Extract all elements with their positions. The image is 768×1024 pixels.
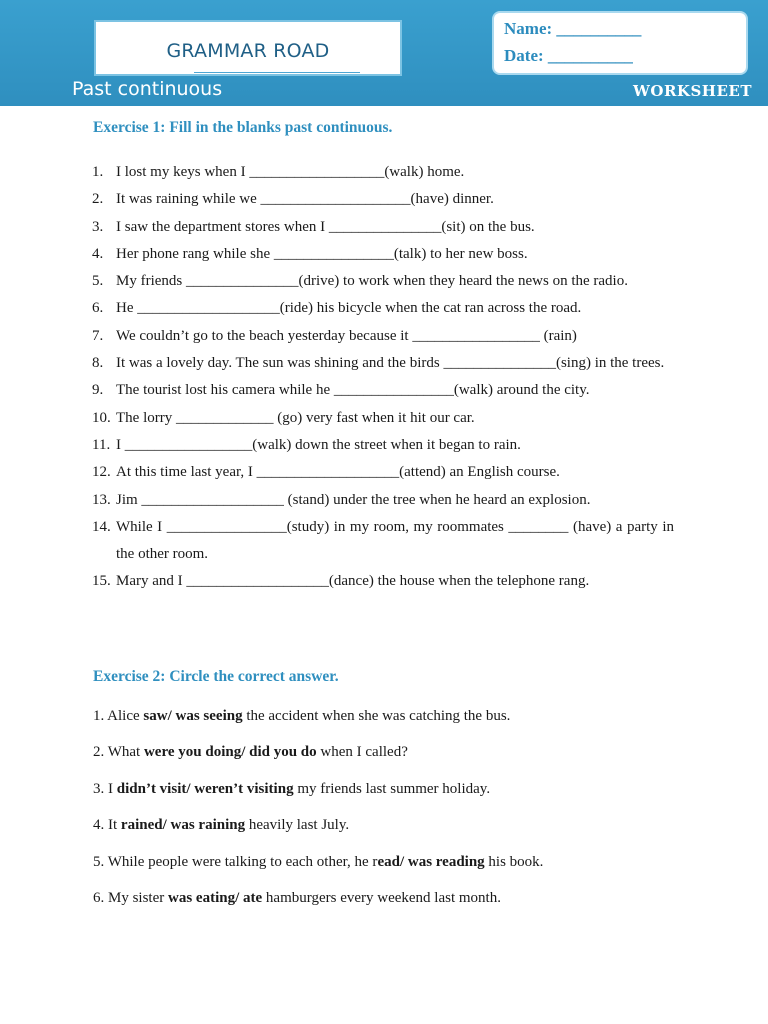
list-item bbox=[92, 159, 674, 186]
list-item bbox=[92, 323, 674, 350]
item-text: I lost my keys when I __________________(walk) home. bbox=[116, 164, 465, 180]
item-text: At this time last year, I ___________________(attend) an English course. bbox=[116, 464, 560, 481]
answer-choices[interactable]: ead/ was reading bbox=[377, 853, 485, 870]
item-number: 3. bbox=[92, 218, 104, 235]
list-item bbox=[93, 708, 713, 744]
list-item bbox=[92, 350, 674, 377]
item-prefix: 5. While people were talking to each other, he r bbox=[93, 853, 378, 870]
worksheet-label: WORKSHEET bbox=[633, 82, 752, 100]
list-item bbox=[92, 214, 674, 241]
list-item bbox=[92, 487, 674, 514]
list-item bbox=[93, 817, 713, 853]
item-text: He ___________________(ride) his bicycle when the cat ran across the road. bbox=[116, 300, 582, 317]
item-suffix: hamburgers every weekend last month. bbox=[262, 889, 501, 906]
name-date-box bbox=[492, 11, 748, 75]
list-item bbox=[92, 459, 674, 486]
item-text: I saw the department stores when I _______________(sit) on the bus. bbox=[116, 218, 535, 235]
item-text: Mary and I ___________________(dance) the house when the telephone rang. bbox=[116, 573, 590, 590]
item-text: While I ________________(study) in my room, my roommates ________ (have) a party in the other room. bbox=[116, 518, 674, 563]
item-number: 1. bbox=[92, 164, 104, 180]
item-text: The lorry _____________ (go) very fast when it hit our car. bbox=[116, 409, 475, 426]
item-number: 13. bbox=[92, 491, 111, 508]
worksheet-title: GRAMMAR ROAD bbox=[166, 40, 330, 62]
item-number: 6. bbox=[92, 300, 104, 317]
list-item bbox=[92, 241, 674, 268]
item-suffix: heavily last July. bbox=[245, 817, 350, 834]
list-item bbox=[92, 405, 674, 432]
answer-choices[interactable]: was eating/ ate bbox=[168, 889, 263, 906]
exercise1-heading: Exercise 1: Fill in the blanks past continuous. bbox=[93, 119, 393, 136]
list-item bbox=[93, 744, 713, 780]
item-suffix: his book. bbox=[484, 853, 544, 870]
item-number: 2. bbox=[92, 191, 104, 208]
list-item bbox=[92, 295, 674, 322]
list-item bbox=[92, 377, 674, 404]
exercise1-list bbox=[92, 159, 674, 596]
name-field[interactable]: Name: __________ bbox=[504, 19, 642, 38]
item-text: It was raining while we ____________________(have) dinner. bbox=[116, 191, 494, 208]
exercise2-heading: Exercise 2: Circle the correct answer. bbox=[93, 668, 339, 685]
answer-choices[interactable]: were you doing/ did you do bbox=[143, 744, 317, 761]
list-item bbox=[92, 432, 674, 459]
item-suffix: my friends last summer holiday. bbox=[293, 780, 491, 797]
list-item bbox=[92, 186, 674, 213]
exercise2-list bbox=[93, 708, 713, 926]
item-number: 12. bbox=[92, 464, 111, 481]
item-text: We couldn’t go to the beach yesterday because it _________________ (rain) bbox=[116, 327, 577, 344]
worksheet-subtitle: Past continuous bbox=[72, 78, 223, 100]
list-item bbox=[92, 514, 674, 569]
title-box bbox=[94, 20, 402, 76]
item-number: 7. bbox=[92, 327, 104, 344]
item-text: I _________________(walk) down the street when it began to rain. bbox=[116, 436, 521, 453]
answer-choices[interactable]: saw/ was seeing bbox=[143, 708, 243, 724]
item-prefix: 1. Alice bbox=[93, 708, 144, 724]
item-suffix: the accident when she was catching the bus. bbox=[242, 708, 511, 724]
item-text: My friends _______________(drive) to work when they heard the news on the radio. bbox=[116, 273, 628, 290]
item-number: 15. bbox=[92, 573, 111, 590]
list-item bbox=[92, 568, 674, 595]
item-text: The tourist lost his camera while he ________________(walk) around the city. bbox=[116, 382, 590, 399]
item-number: 5. bbox=[92, 273, 104, 290]
list-item bbox=[93, 781, 713, 817]
item-number: 10. bbox=[92, 409, 111, 426]
answer-choices[interactable]: didn’t visit/ weren’t visiting bbox=[116, 780, 294, 797]
answer-choices[interactable]: rained/ was raining bbox=[120, 817, 246, 834]
list-item bbox=[93, 854, 713, 890]
worksheet-header bbox=[0, 0, 768, 106]
item-number: 9. bbox=[92, 382, 104, 399]
item-prefix: 2. What bbox=[93, 744, 144, 761]
item-suffix: when I called? bbox=[316, 744, 408, 761]
item-text: Her phone rang while she ________________(talk) to her new boss. bbox=[116, 245, 528, 262]
item-prefix: 6. My sister bbox=[93, 889, 168, 906]
title-underline bbox=[194, 72, 360, 73]
item-number: 4. bbox=[92, 245, 104, 262]
date-field[interactable]: Date: __________ bbox=[504, 46, 633, 65]
item-prefix: 4. It bbox=[93, 817, 121, 834]
item-number: 11. bbox=[92, 436, 111, 453]
item-number: 14. bbox=[92, 518, 111, 535]
item-prefix: 3. I bbox=[93, 780, 117, 797]
item-text: It was a lovely day. The sun was shining and the birds _______________(sing) in the trees. bbox=[116, 355, 665, 372]
list-item bbox=[92, 268, 674, 295]
item-number: 8. bbox=[92, 355, 104, 372]
item-text: Jim ___________________ (stand) under the tree when he heard an explosion. bbox=[116, 491, 591, 508]
list-item bbox=[93, 890, 713, 926]
